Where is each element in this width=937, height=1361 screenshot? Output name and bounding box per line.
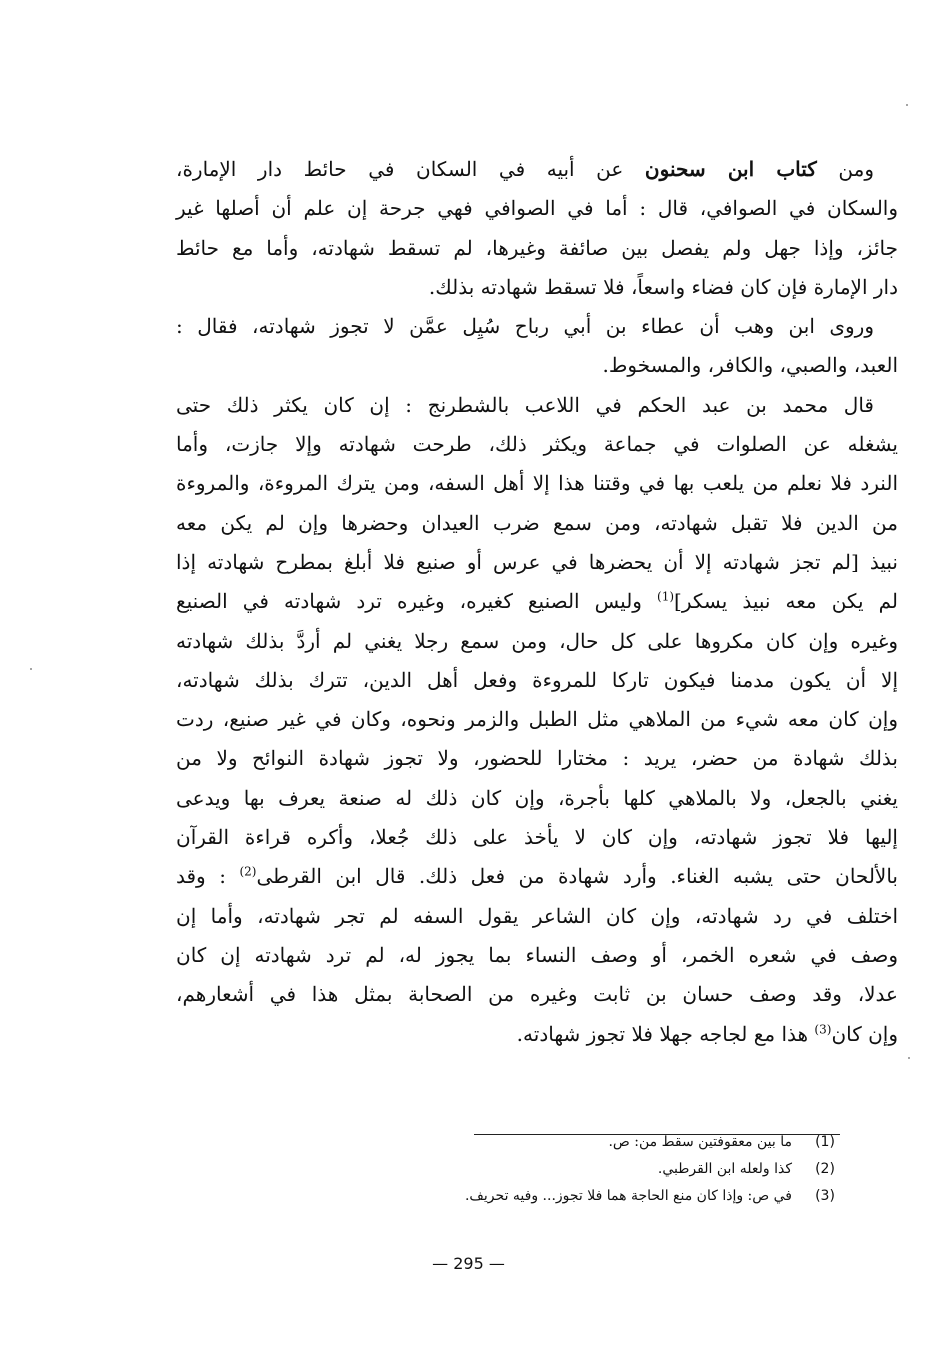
- scan-speck: [30, 668, 32, 670]
- text-line: يشغله عن الصلوات في جماعة ويكثر ذلك، طرحت شهادته وإلا جازت، وأما: [176, 432, 898, 457]
- text-segment: بالألحان حتى يشبه الغناء. وأرد شهادة من فعل ذلك. قال ابن القرطى: [256, 864, 898, 889]
- footnote: [380, 1128, 850, 1155]
- text-line: [174, 582, 900, 621]
- text-line: وروى ابن وهب أن عطاء بن أبي رباح سُيِل عمَّن لا تجوز شهادته، فقال :: [176, 314, 874, 339]
- text-line: اختلف في رد شهادته، وإن كان الشاعر يقول السفه لم تجر شهادته، وأما إن: [176, 903, 898, 928]
- text-line: دار الإمارة فإن كان فضاء واسعاً، فلا تسقط شهادته بذلك.: [428, 274, 898, 299]
- book-title-bold: كتاب ابن سحنون: [644, 157, 817, 181]
- text-line: وغيره وإن كان مكروها على كل حال، ومن سمع رجلا يغني لم أردَّ بذلك شهادته: [176, 628, 898, 653]
- text-line: العبد، والصبي، والكافر، والمسخوط.: [602, 353, 898, 378]
- footnote-text: ما بين معقوفتين سقط من: ص.: [608, 1133, 792, 1150]
- text-line: [174, 150, 900, 189]
- text-line: إلا أن يكون مدمنا فيكون تاركا للمروءة وفعل أهل الدين، تترك بذلك شهادته،: [176, 667, 898, 692]
- footnote-text: في ص: وإذا كان منع الحاجة هما فلا تجوز... وفيه تحريف.: [464, 1187, 792, 1204]
- footnote-reference: (3): [814, 1021, 832, 1036]
- scan-speck: [906, 104, 908, 106]
- scan-speck: [908, 1057, 910, 1059]
- body-text: [174, 150, 900, 1054]
- text-line: من الدين فلا تقبل شهادته، ومن سمع ضرب العيدان وحضرها وإن لم يكن معه: [176, 510, 898, 535]
- text-line: النرد فلا نعلم من يلعب بها في وقتنا هذا إلا أهل السفه، ومن يترك المروءة، والمروءة: [176, 471, 898, 496]
- text-segment: لم يكن معه نبيذ يسكر]: [674, 589, 898, 614]
- text-segment: هذا مع لجاجه جهلا فلا تجوز شهادته.: [516, 1021, 815, 1046]
- footnote-number: (1): [815, 1133, 835, 1150]
- footnote: [380, 1182, 850, 1209]
- text-segment: ومن: [816, 157, 875, 181]
- text-segment: عن أبيه في السكان في حائط دار الإمارة،: [176, 157, 645, 181]
- text-line: بذلك شهادة من حضر، يريد : مختارا للحضور، ولا تجوز شهادة النوائح ولا من: [176, 746, 898, 771]
- footnote-reference: (2): [239, 864, 257, 879]
- footnote-number: (2): [815, 1160, 835, 1177]
- text-line: نبيذ [لم تجز شهادته إلا أن يحضرها في عرس أو صنيع فلا أبلغ بمطرح شهادته إذا: [176, 549, 898, 574]
- text-line: والسكان في الصوافي، قال : أما في الصوافي فهي جرحة إن علم أن أصلها غير: [176, 196, 898, 221]
- text-line: [174, 857, 900, 896]
- text-segment: وليس الصنيع كغيره، وغيره ترد شهادته في الصنيع: [176, 589, 657, 614]
- text-line: يغني بالجعل، ولا بالملاهي كلها بأجرة، وإن كان ذلك له صنعة يعرف بها ويدعى: [176, 785, 898, 810]
- page-number: — 295 —: [432, 1254, 505, 1273]
- footnote-reference: (1): [657, 589, 675, 604]
- text-line: [174, 1015, 900, 1054]
- text-line: جائز، وإذا جهل ولم يفصل بين صائفة وغيرها، لم تسقط شهادته، وأما مع حائط: [176, 235, 898, 260]
- footnote-number: (3): [815, 1187, 835, 1204]
- text-line: وصف في شعره الخمر، أو وصف النساء بما يجوز له، لم ترد شهادته إن كان: [176, 942, 898, 967]
- footnote: [380, 1155, 850, 1182]
- text-line: قال محمد بن عبد الحكم في اللاعب بالشطرنج : إن كان يكثر ذلك حتى: [176, 392, 874, 417]
- text-line: إليها فلا تجوز شهادته، وإن كان لا يأخذ على ذلك جُعلا، وأكره قراءة القرآن: [176, 825, 898, 850]
- text-line: عدلا، وقد وصف حسان بن ثابت وغيره من الصحابة بمثل هذا في أشعارهم،: [176, 982, 898, 1007]
- footnote-text: كذا ولعله ابن القرطبي.: [657, 1160, 792, 1177]
- text-segment: : وقد: [176, 864, 240, 889]
- text-line: وإن كان معه شيء من الملاهي مثل الطبل والزمر ونحوه، وكان في غير صنيع، ردت: [176, 707, 898, 732]
- footnotes: [380, 1128, 850, 1209]
- text-segment: وإن كان: [831, 1021, 898, 1046]
